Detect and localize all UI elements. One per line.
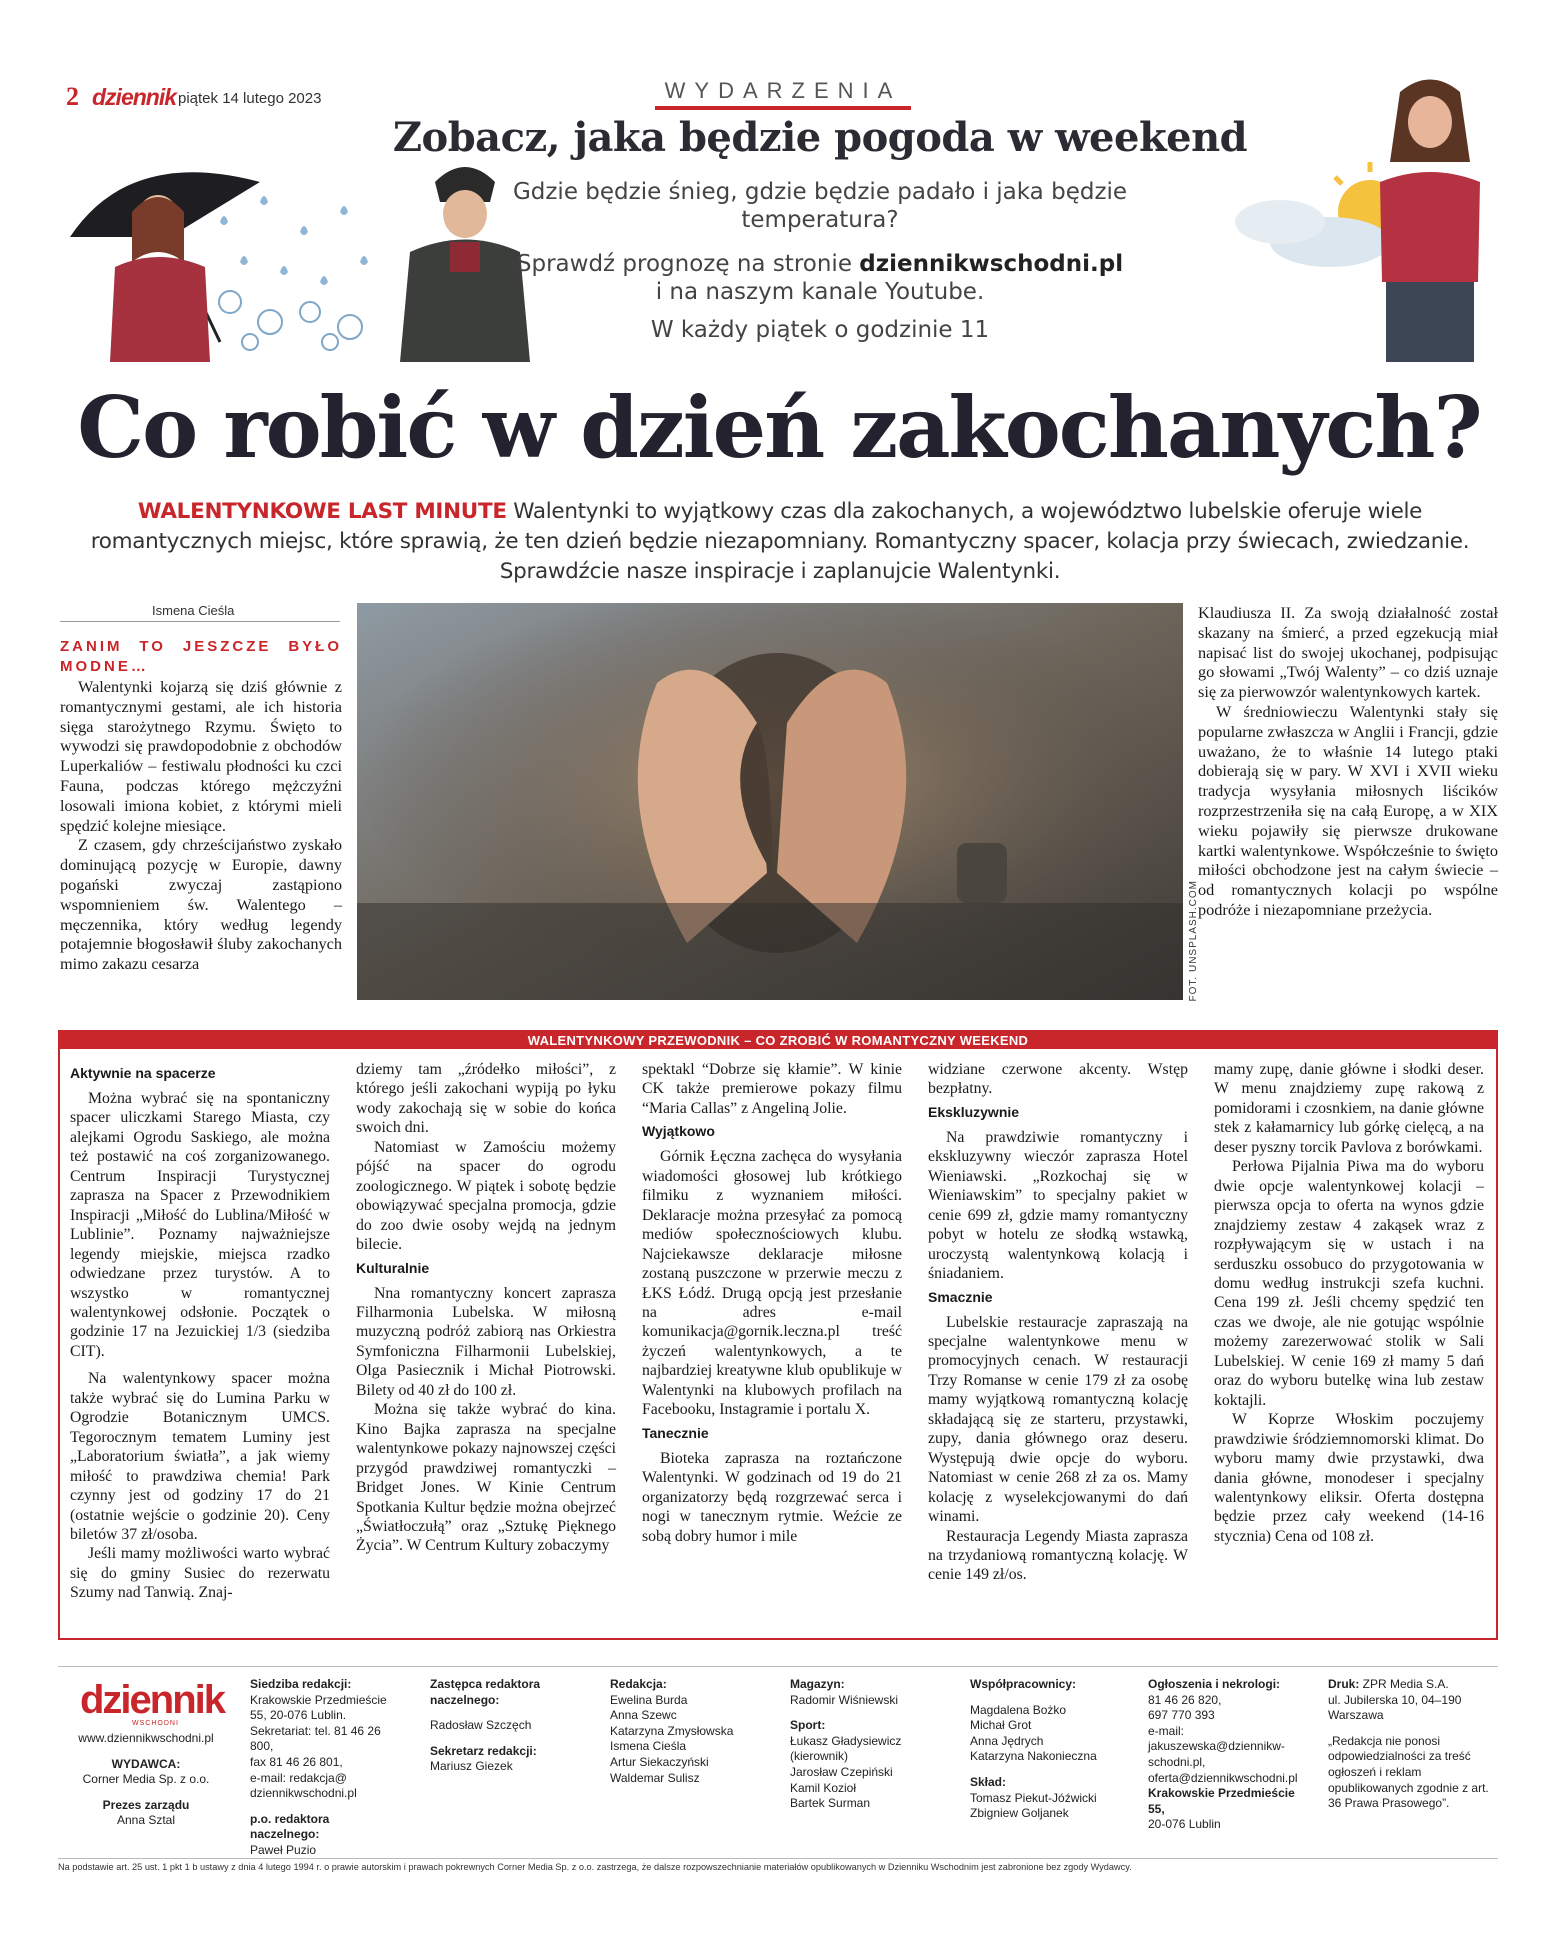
guide-paragraph: Restauracja Legendy Miasta zaprasza na trzydaniową romantyczną kolację. W cenie 149 zł/os.: [928, 1527, 1188, 1584]
article-paragraph: Walentynki kojarzą się dziś głównie z romantycznymi gestami, ale ich historia sięga starożytnego Rzymu. Święto to wywodzi się prawdopodobnie z obchodów Luperkaliów – festiwalu płodności ku czci Fauna, podczas którego mężczyźni losowali imiona kobiet, z którymi mieli spędzić kolejne miesiące.: [60, 677, 342, 835]
footer-value: Paweł Puzio: [250, 1842, 317, 1857]
footer-value: Mariusz Giezek: [430, 1759, 513, 1774]
article-title: Co robić w dzień zakochanych?: [77, 378, 1481, 477]
guide-column-5: [1214, 1060, 1484, 1546]
footer-value: Zbigniew Goljanek: [970, 1806, 1069, 1821]
guide-paragraph: Górnik Łęczna zachęca do wysyłania wiadomości głosowej lub krótkiego filmiku z wyznaniem miłości. Deklaracje można przesyłać za pomocą mediów społecznościowych klubu. Najciekawsze deklaracje miłosne zostaną puszczone w przerwie meczu z ŁKS Łódź. Drugą opcją jest przesłanie na adres e-mail komunikacja@gornik.leczna.pl treść życzeń walentynkowych, a te najbardziej kreatywne klub opublikuje w Walentynki na klubowych profilach na Facebooku, Instagramie i portalu X.: [642, 1148, 902, 1419]
masthead-logo: dziennik: [92, 84, 177, 110]
byline-divider: [60, 621, 340, 622]
guide-paragraph: widziane czerwone akcenty. Wstęp bezpłatny.: [928, 1061, 1188, 1098]
footer-value: Anna Szewc: [610, 1708, 677, 1723]
footer-value: Tomasz Piekut-Jóźwicki: [970, 1790, 1097, 1805]
footer-value: Sekretariat: tel. 81 46 26 800,: [250, 1723, 381, 1754]
heart-hands-photo: [357, 603, 1183, 1000]
guide-heading-ekskluzywnie: Ekskluzywnie: [928, 1103, 1020, 1120]
section-underline: [655, 106, 911, 110]
footer-value: Waldemar Sulisz: [610, 1770, 700, 1785]
section-label: WYDARZENIA: [664, 78, 902, 103]
promo-youtube-line: i na naszym kanale Youtube.: [655, 279, 985, 305]
footer-magazine: [790, 1677, 940, 1812]
footer-value: Ismena Cieśla: [610, 1739, 687, 1754]
footer-label: Magazyn:: [790, 1677, 845, 1691]
footer-value: Ewelina Burda: [610, 1692, 688, 1707]
footer-label: WYDAWCA:: [111, 1756, 181, 1771]
guide-heading-spacer: Aktywnie na spacerze: [70, 1065, 216, 1081]
footer-value: Katarzyna Zmysłowska: [610, 1723, 734, 1738]
guide-paragraph: Można się także wybrać do kina. Kino Bajka zaprasza na specjalne walentynkowe pokazy najnowszej części przygód prawdziwej romantyczki – Bridget Jones. W Kinie Centrum Spotkania Kultur będzie można obejrzeć „Światłoczułą” oraz „Sztukę Pięknego Życia”. W Centrum Kultury zobaczymy: [356, 1401, 616, 1555]
guide-paragraph: Można wybrać się na spontaniczny spacer uliczkami Starego Miasta, czy alejkami Ogrodu Saskiego, ale można też postawić na coś zorganizowanego. Centrum Inspiracji Turystycznej zaprasza na Spacer z Przewodnikiem Inspiracji „Miłość do Lublina/Miłość w Lublinie”. Poznamy najważniejsze legendy miejskie, miejsca rzadko odwiedzane przez turystów. A to wszystko w romantycznej walentynkowej odsłonie. Początek o godzinie 17 na Jezuickiej 1/3 (siedziba CIT).: [70, 1090, 330, 1360]
footer-value: Radosław Szczęch: [430, 1718, 532, 1733]
footer-value: (kierownik): [790, 1749, 849, 1764]
footer-label: p.o. redaktora naczelnego:: [250, 1811, 330, 1842]
guide-paragraph: Natomiast w Zamościu możemy pójść na spacer do ogrodu zoologicznego. W piątek i sobotę będzie obowiązywać specjalna promocja, gdzie do zoo dwie osoby wejdą na jednym bilecie.: [356, 1138, 616, 1254]
footer-value: ul. Jubilerska 10, 04–190: [1328, 1692, 1462, 1707]
issue-date: piątek 14 lutego 2023: [178, 90, 322, 107]
footer-label: Druk:: [1328, 1677, 1360, 1691]
footer-ads: [1148, 1677, 1308, 1833]
footer-value: Anna Jędrych: [970, 1733, 1044, 1748]
footer-divider: [58, 1666, 1498, 1667]
footer-value: Anna Sztal: [116, 1813, 176, 1828]
footer-value: e-mail:: [1148, 1723, 1185, 1738]
footer-value: fax 81 46 26 801,: [250, 1754, 343, 1769]
guide-paragraph: Na prawdziwie romantyczny i ekskluzywny wieczór zaprasza Hotel Wieniawski. „Rozkochaj się w Wieniawskim” to specjalny pakiet w cenie 699 zł, gdzie mamy romantyczny pobyt w hotelu ze słodką wstawką, uroczystą walentynkową kolacją i śniadaniem.: [928, 1128, 1188, 1283]
guide-column-2: [356, 1060, 616, 1556]
guide-paragraph: Nna romantyczny koncert zaprasza Filharmonia Lubelska. W miłosną muzyczną podróż zabiorą nas Orkiestra Symfoniczna Filharmonii Lubelskiej, Olga Pasiecznik i Michał Piotrowski. Bilety od 40 zł do 100 zł.: [356, 1284, 616, 1399]
footer-label: Prezes zarządu: [102, 1797, 190, 1812]
footer-print: [1328, 1677, 1493, 1812]
guide-paragraph: spektakl “Dobrze się kłamie”. W kinie CK także premierowe pokazy filmu “Maria Callas” z Angeliną Jolie.: [642, 1061, 902, 1117]
guide-column-4: [928, 1060, 1188, 1585]
footer-value: Kamil Kozioł: [790, 1780, 857, 1795]
guide-column-3: [642, 1060, 902, 1546]
footer-value: schodni.pl,: [1148, 1754, 1206, 1769]
footer-publisher: [66, 1731, 226, 1829]
footer-deputy: [430, 1677, 570, 1775]
article-paragraph: Klaudiusza II. Za swoją działalność został skazany na śmierć, a przed egzekucją miał napisać list do swojej ukochanej, podpisując go słowami „Twój Walenty” – co dziś uznaje się za pierwowzór walentynkowych kartek.: [1198, 603, 1498, 702]
footer-label: Sport:: [790, 1718, 826, 1733]
snow-rain-icon: [200, 182, 390, 352]
guide-heading-kultura: Kulturalnie: [356, 1259, 430, 1276]
promo-title: Zobacz, jaka będzie pogoda w weekend: [392, 114, 1248, 161]
guide-paragraph: dziemy tam „źródełko miłości”, z którego jeśli zakochani wypiją po łyku wody zakochają się w sobie do końca swoich dni.: [356, 1061, 616, 1137]
photo-credit: FOT. UNSPLASH.COM: [1188, 880, 1199, 1002]
footer-value: 20-076 Lublin: [1148, 1817, 1221, 1832]
footer-value: Bartek Surman: [790, 1796, 871, 1811]
guide-paragraph: Jeśli mamy możliwości warto wybrać się do gminy Susiec do rezerwatu Szumy nad Tanwią. Znaj-: [70, 1545, 330, 1602]
footer-value: Michał Grot: [970, 1718, 1032, 1733]
article-subhead: ZANIM TO JESZCZE BYŁO MODNE…: [60, 638, 342, 675]
promo-check-line: [480, 250, 1160, 278]
footer-logo: dziennik: [80, 1678, 225, 1722]
footer-value: Łukasz Gładysiewicz: [790, 1733, 902, 1748]
lead-kicker: WALENTYNKOWE LAST MINUTE: [137, 499, 507, 524]
footer-value: Artur Siekaczyński: [610, 1754, 709, 1769]
page-number: 2: [66, 82, 79, 111]
guide-paragraph: mamy zupę, danie główne i słodki deser. W menu znajdziemy zupę rakową z pomidorami i czosnkiem, na danie główne stek z kałamarnicy lub górkę cielęcą, a na deser pyszny torcik Pavlova z borówkami.: [1214, 1061, 1484, 1156]
footer-label: Zastępca redaktora naczelnego:: [430, 1677, 541, 1707]
footer-collaborators: [970, 1677, 1130, 1822]
guide-heading-wyjatkowo: Wyjątkowo: [642, 1123, 715, 1140]
footer-label: Redakcja:: [610, 1677, 667, 1691]
guide-title-bar: WALENTYNKOWY PRZEWODNIK – CO ZROBIĆ W ROMANTYCZNY WEEKEND: [60, 1032, 1496, 1049]
footer-website[interactable]: www.dziennikwschodni.pl: [78, 1731, 214, 1745]
article-right-column: [1198, 603, 1498, 920]
heart-hands-image: [357, 603, 1183, 1000]
footer-disclaimer: „Redakcja nie ponosi odpowiedzialności za treść ogłoszeń i reklam opublikowanych zgodnie z art. 36 Prawa Prasowego”.: [1328, 1733, 1489, 1811]
footer-value: Magdalena Bożko: [970, 1702, 1067, 1717]
valentine-guide-box: [58, 1030, 1498, 1640]
footer-label: Siedziba redakcji:: [250, 1677, 352, 1691]
footer-label: Współpracownicy:: [970, 1677, 1077, 1691]
guide-paragraph: Bioteka zaprasza na roztańczone Walentynki. W godzinach od 19 do 21 organizatorzy będą rozgrzewać serca i nogi w tanecznym rytmie. Weźcie ze sobą dobry humor i mile: [642, 1449, 902, 1545]
footer-label: Skład:: [970, 1774, 1007, 1789]
footer-value: Corner Media Sp. z o.o.: [82, 1772, 210, 1787]
footer-email[interactable]: oferta@dziennikwschodni.pl: [1148, 1770, 1298, 1785]
promo-schedule: W każdy piątek o godzinie 11: [650, 317, 990, 343]
footer-seat: [250, 1677, 400, 1859]
promo-website-link[interactable]: dziennikwschodni.pl: [859, 251, 1124, 277]
footer-email[interactable]: e-mail: redakcja@ dziennikwschodni.pl: [250, 1770, 357, 1801]
guide-paragraph: Perłowa Pijalnia Piwa ma do wyboru dwie opcje walentynkowej kolacji – pierwsza opcja to oferta na wynos gdzie znajdziemy zestaw 4 zakąsek wraz z rozpływającym się w ustach i na serduszku ossobuco do przygotowania w domu według instrukcji szefa kuchni. Cena 199 zł. Jeśli chcemy spędzić ten czas we dwoje, ale nie gotując wspólnie możemy zarezerwować stolik w Sali Lubelskiej. W cenie 169 zł mamy 5 dań oraz do wyboru butelkę wina lub zestaw koktajli.: [1214, 1158, 1484, 1409]
promo-question: Gdzie będzie śnieg, gdzie będzie padało i jaka będzie temperatura?: [512, 179, 1128, 233]
footer-value: Krakowskie Przedmieście 55, 20-076 Lublin.: [250, 1692, 387, 1723]
footer-value: Warszawa: [1328, 1708, 1384, 1723]
footer-value: Jarosław Czepiński: [790, 1764, 893, 1779]
guide-heading-smacznie: Smacznie: [928, 1288, 993, 1305]
footer-value: Krakowskie Przedmieście 55,: [1148, 1786, 1295, 1816]
author-byline: Ismena Cieśla: [152, 603, 235, 618]
footer-logo-sub: WSCHODNI: [132, 1720, 179, 1727]
footer-label: Ogłoszenia i nekrologi:: [1148, 1677, 1281, 1691]
guide-heading-tanecznie: Tanecznie: [642, 1424, 709, 1441]
guide-paragraph: Na walentynkowy spacer można także wybrać się do Lumina Parku w Ogrodzie Botanicznym UMCS. Tegorocznym tematem Luminy jest „Laboratorium światła”, a jak wiemy miłość to prawdziwa chemia! Park czynny jest od godziny 17 do 21 (ostatnie wejście o godzinie 20). Ceny biletów 37 zł/osoba.: [70, 1370, 330, 1543]
promo-check-text: Sprawdź prognozę na stronie: [516, 251, 860, 277]
legal-notice: Na podstawie art. 25 ust. 1 pkt 1 b ustawy z dnia 4 lutego 1994 r. o prawie autorskim i prawach pokrewnych Corner Media Sp. z o.o. zastrzega, że dalsze rozpowszechnianie materiałów opublikowanych w Dzienniku Wschodnim jest zabronione bez zgody Wydawcy.: [58, 1858, 1498, 1872]
footer-value: 697 770 393: [1148, 1708, 1215, 1723]
footer-editors: [610, 1677, 760, 1786]
footer-email[interactable]: jakuszewska@dziennikw-: [1148, 1739, 1285, 1754]
summer-woman-image: [1350, 72, 1500, 362]
footer-label: Sekretarz redakcji:: [430, 1743, 537, 1758]
guide-paragraph: W Koprze Włoskim poczujemy prawdziwie śródziemnomorski klimat. Do wyboru mamy dwie przystawki, dwa dania główne, monodeser i specjalny walentynkowy eliksir. Oferta dostępna będzie przez cały weekend (14-16 stycznia) Cena od 108 zł.: [1214, 1411, 1484, 1545]
footer-value: ZPR Media S.A.: [1359, 1677, 1449, 1691]
footer-value: Katarzyna Nakonieczna: [970, 1749, 1097, 1764]
article-left-column: [60, 637, 342, 974]
footer-value: Radomir Wiśniewski: [790, 1692, 899, 1707]
article-paragraph: Z czasem, gdy chrześcijaństwo zyskało dominującą pozycję w Europie, dawny pogański zwyczaj zastąpiono wspomnieniem św. Walentego – męczennika, który według legendy potajemnie błogosławił śluby zakochanych mimo zakazu cesarza: [60, 835, 342, 974]
article-lead: [90, 497, 1470, 587]
lead-text: Walentynki to wyjątkowy czas dla zakochanych, a województwo lubelskie oferuje wiele romantycznych miejsc, które sprawią, że ten dzień będzie niezapomniany. Romantyczny spacer, kolacja przy świecach, zwiedzanie. Sprawdźcie nasze inspiracje i zaplanujcie Walentynki.: [90, 499, 1470, 584]
article-paragraph: W średniowieczu Walentynki stały się popularne zwłaszcza w Anglii i Francji, gdzie uważano, że to właśnie 14 lutego ptaki dobierają się w pary. W XVI i XVII wieku tradycja wysyłania miłosnych liścików rozprzestrzeniła się na całą Europę, a w XIX wieku pojawiły się pierwsze drukowane kartki walentynkowe. Współcześnie to święto miłości obchodzone jest na całym świecie – od romantycznych kolacji po wspólne podróże i niezapomniane przeżycia.: [1198, 701, 1498, 919]
guide-paragraph: Lubelskie restauracje zapraszają na specjalne walentynkowe menu w promocyjnych cenach. W restauracji Trzy Romanse w cenie 179 zł za osobę mamy wyjątkową romantyczną kolację składającą się ze starteru, przystawki, zupy, dania głównego oraz deseru. Występują dwie opcje do wyboru. Natomiast w cenie 268 zł za os. Mamy kolację z wyselekcjowanymi do dań winami.: [928, 1313, 1188, 1526]
footer-value: 81 46 26 820,: [1148, 1692, 1222, 1707]
guide-column-1: [70, 1060, 330, 1603]
weather-promo: [60, 112, 1498, 362]
